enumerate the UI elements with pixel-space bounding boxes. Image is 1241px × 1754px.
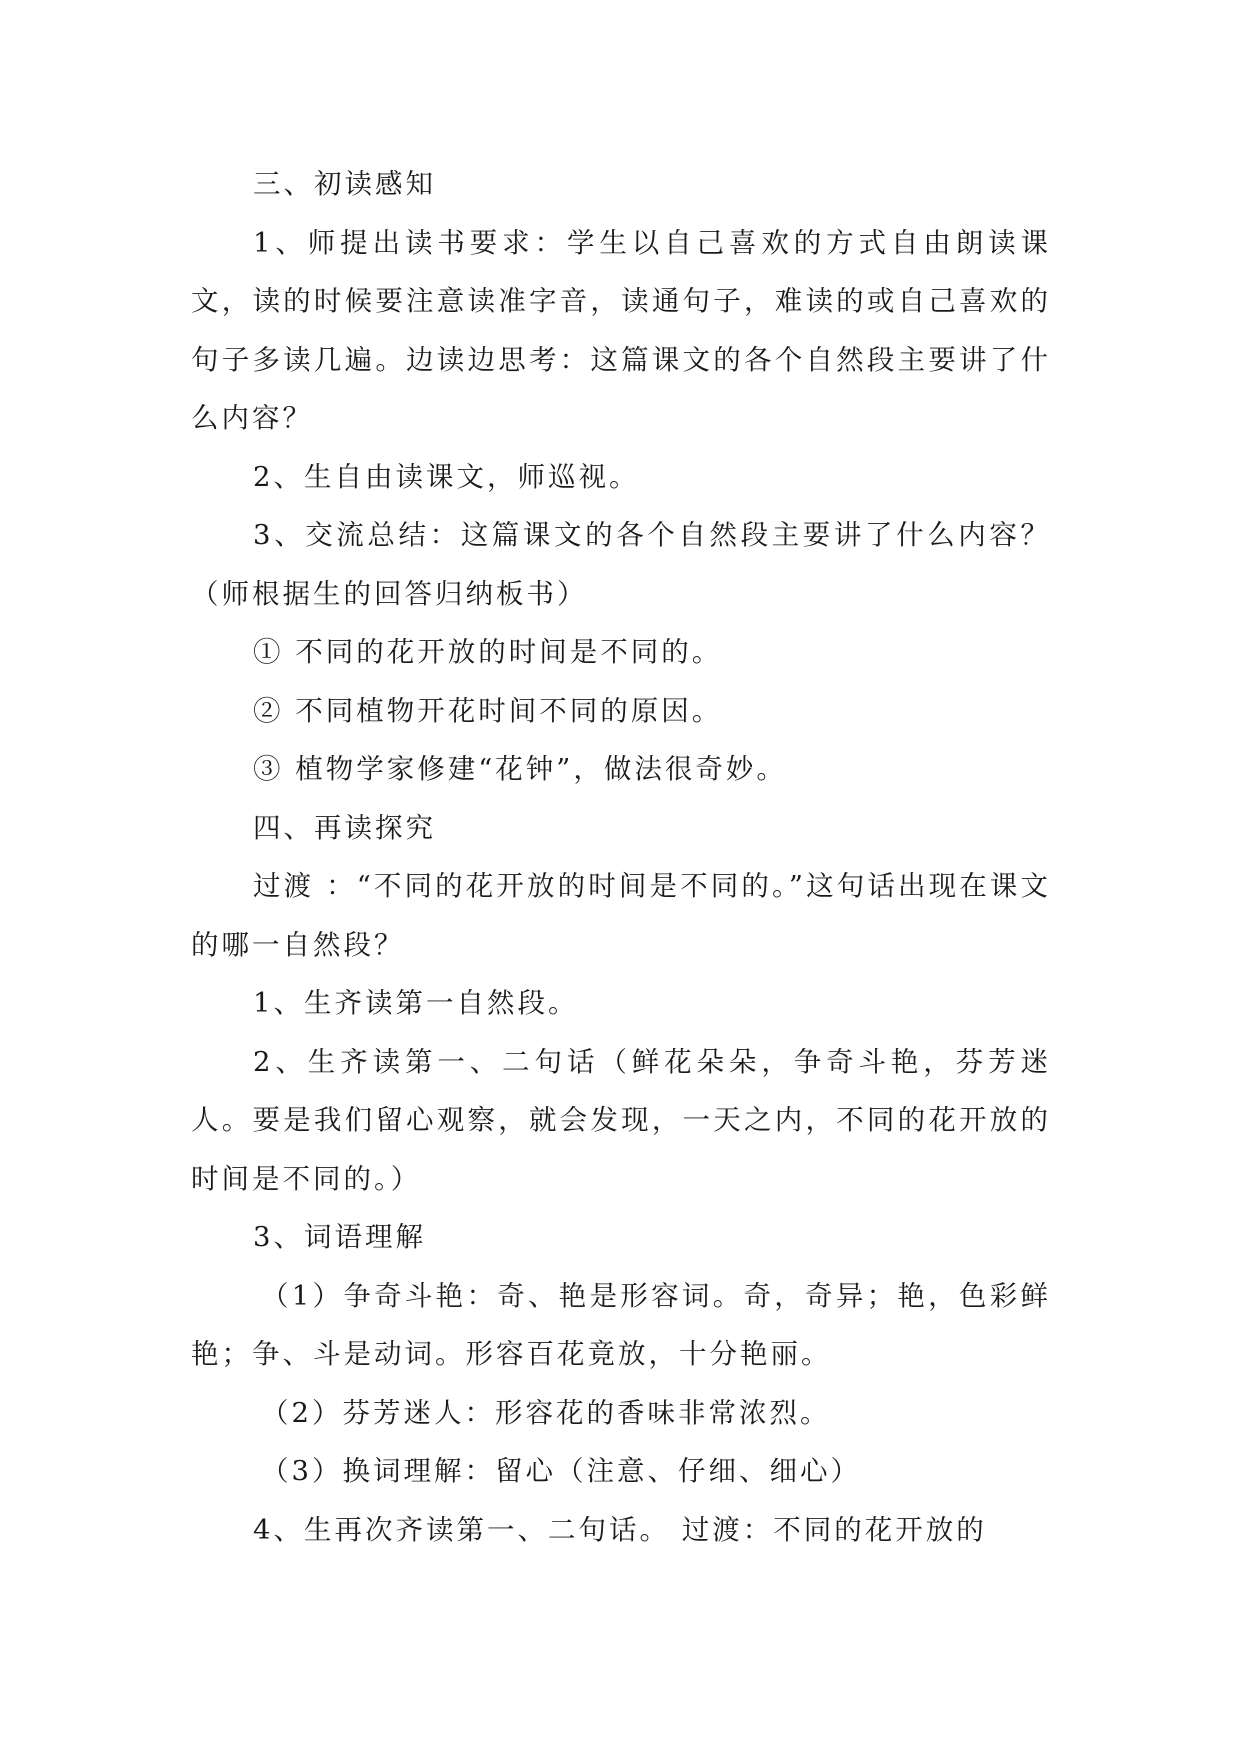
- section-heading-first-reading: 三、初读感知: [253, 168, 436, 200]
- paragraph-word-understanding: 3、词语理解: [253, 1221, 426, 1253]
- word-explanation-1: （1）争奇斗艳：奇、艳是形容词。奇，奇异；艳，色彩鲜艳；争、斗是动词。形容百花竟放，十分艳丽。: [191, 1279, 1051, 1370]
- board-note-item-1: ① 不同的花开放的时间是不同的。: [253, 636, 723, 668]
- paragraph-reading-requirements: 1、师提出读书要求：学生以自己喜欢的方式自由朗读课文，读的时候要注意读准字音，读通句子，难读的或自己喜欢的句子多读几遍。边读边思考：这篇课文的各个自然段主要讲了什么内容？: [191, 226, 1051, 434]
- board-note-item-2: ② 不同植物开花时间不同的原因。: [253, 694, 723, 727]
- paragraph-transition: 过渡 ：“不同的花开放的时间是不同的。”这句话出现在课文的哪一自然段？: [191, 870, 1051, 961]
- paragraph-read-again: 4、生再次齐读第一、二句话。 过渡：不同的花开放的: [253, 1513, 987, 1546]
- paragraph-free-reading: 2、生自由读课文，师巡视。: [253, 460, 640, 493]
- board-note-item-3: ③ 植物学家修建“花钟”，做法很奇妙。: [253, 753, 787, 785]
- word-explanation-2: （2）芬芳迷人：形容花的香味非常浓烈。: [261, 1396, 831, 1429]
- paragraph-summary: 3、交流总结：这篇课文的各个自然段主要讲了什么内容？（师根据生的回答归纳板书）: [191, 519, 1051, 610]
- paragraph-read-first-section: 1、生齐读第一自然段。: [253, 987, 579, 1019]
- document-page: [191, 155, 1051, 1559]
- word-explanation-3: （3）换词理解：留心（注意、仔细、细心）: [261, 1455, 861, 1487]
- section-heading-further-reading: 四、再读探究: [253, 811, 436, 844]
- paragraph-read-sentences: 2、生齐读第一、二句话（鲜花朵朵，争奇斗艳，芬芳迷人。要是我们留心观察，就会发现，一天之内，不同的花开放的时间是不同的。）: [191, 1045, 1051, 1195]
